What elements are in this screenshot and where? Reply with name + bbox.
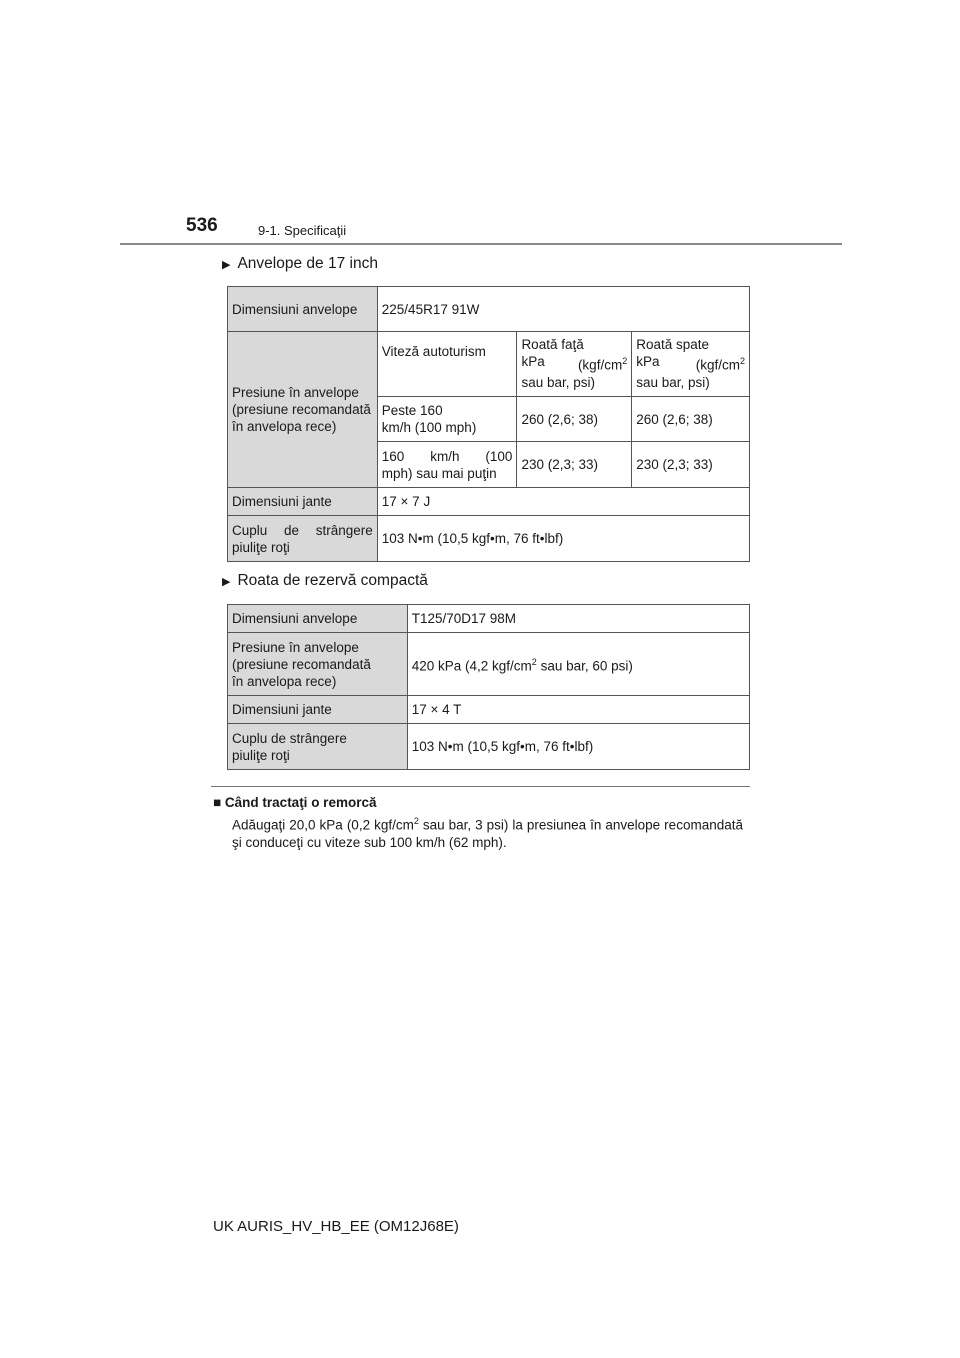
header-rule — [120, 243, 842, 245]
triangle-bullet-icon: ▶ — [222, 575, 231, 588]
sub-heading-compact-spare — [222, 572, 428, 590]
rim-size-value: 17 × 7 J — [377, 488, 749, 516]
rim-size-value: 17 × 4 T — [407, 696, 749, 724]
triangle-bullet-icon: ▶ — [222, 258, 231, 271]
note-body: Adăugaţi 20,0 kPa (0,2 kgf/$cm^2$ sau bar, 3 psi) la presiunea în anvelope recomandată şi conduceţi cu viteze sub 100 km/h (62 mph). — [232, 816, 743, 850]
speed-column-header: Viteză autoturism — [377, 332, 517, 397]
table-row — [228, 488, 750, 516]
page-number: 536 — [186, 215, 218, 236]
torque-value: 103 N•m (10,5 kgf•m, 76 ft•lbf) — [407, 724, 749, 770]
tire-size-label: Dimensiuni anvelope — [228, 287, 378, 332]
rim-size-label: Dimensiuni jante — [228, 488, 378, 516]
front-pressure-low-speed: 230 (2,3; 33) — [517, 442, 632, 488]
sub-heading-label: Anvelope de 17 inch — [237, 255, 378, 272]
spec-table-compact-spare — [227, 604, 750, 770]
table-row — [228, 605, 750, 633]
speed-160-or-less: 160 km/h (100 mph) sau mai puţin — [377, 442, 517, 488]
spec-table-17-inch — [227, 286, 750, 562]
table-row — [228, 724, 750, 770]
tire-size-value: T125/70D17 98M — [407, 605, 749, 633]
rear-pressure-low-speed: 230 (2,3; 33) — [632, 442, 750, 488]
pressure-label: Presiune în anvelope (presiune recomandată în anvelopa rece) — [228, 332, 378, 488]
rear-wheel-header: Roată spate kPa ($kgf/cm^2$ sau bar, psi) — [632, 332, 750, 397]
tire-size-value: 225/45R17 91W — [377, 287, 749, 332]
torque-value: 103 N•m (10,5 kgf•m, 76 ft•lbf) — [377, 516, 749, 562]
table-row — [228, 633, 750, 696]
sub-heading-label: Roata de rezervă compactă — [237, 572, 428, 589]
sub-heading-17-inch — [222, 255, 378, 273]
square-bullet-icon: ■ — [213, 795, 222, 810]
table-row — [228, 287, 750, 332]
section-title: 9-1. Specificaţii — [258, 223, 347, 238]
note-divider — [211, 786, 750, 787]
pressure-value: 420 kPa (4,2 kgf/$cm^2$ sau bar, 60 psi) — [407, 633, 749, 696]
pressure-label: Presiune în anvelope (presiune recomandată în anvelopa rece) — [228, 633, 408, 696]
torque-label: Cuplu de strângere piuliţe roţi — [228, 724, 408, 770]
tire-size-label: Dimensiuni anvelope — [228, 605, 408, 633]
table-row — [228, 332, 750, 397]
footer-model-code: UK AURIS_HV_HB_EE (OM12J68E) — [213, 1218, 459, 1235]
note-heading: ■ Când tractaţi o remorcă — [213, 795, 377, 810]
table-row — [228, 696, 750, 724]
rim-size-label: Dimensiuni jante — [228, 696, 408, 724]
rear-pressure-high-speed: 260 (2,6; 38) — [632, 397, 750, 442]
torque-label: Cuplu de strângere piuliţe roţi — [228, 516, 378, 562]
front-pressure-high-speed: 260 (2,6; 38) — [517, 397, 632, 442]
speed-over-160: Peste 160 km/h (100 mph) — [377, 397, 517, 442]
table-row — [228, 516, 750, 562]
front-wheel-header: Roată faţă kPa ($kgf/cm^2$ sau bar, psi) — [517, 332, 632, 397]
